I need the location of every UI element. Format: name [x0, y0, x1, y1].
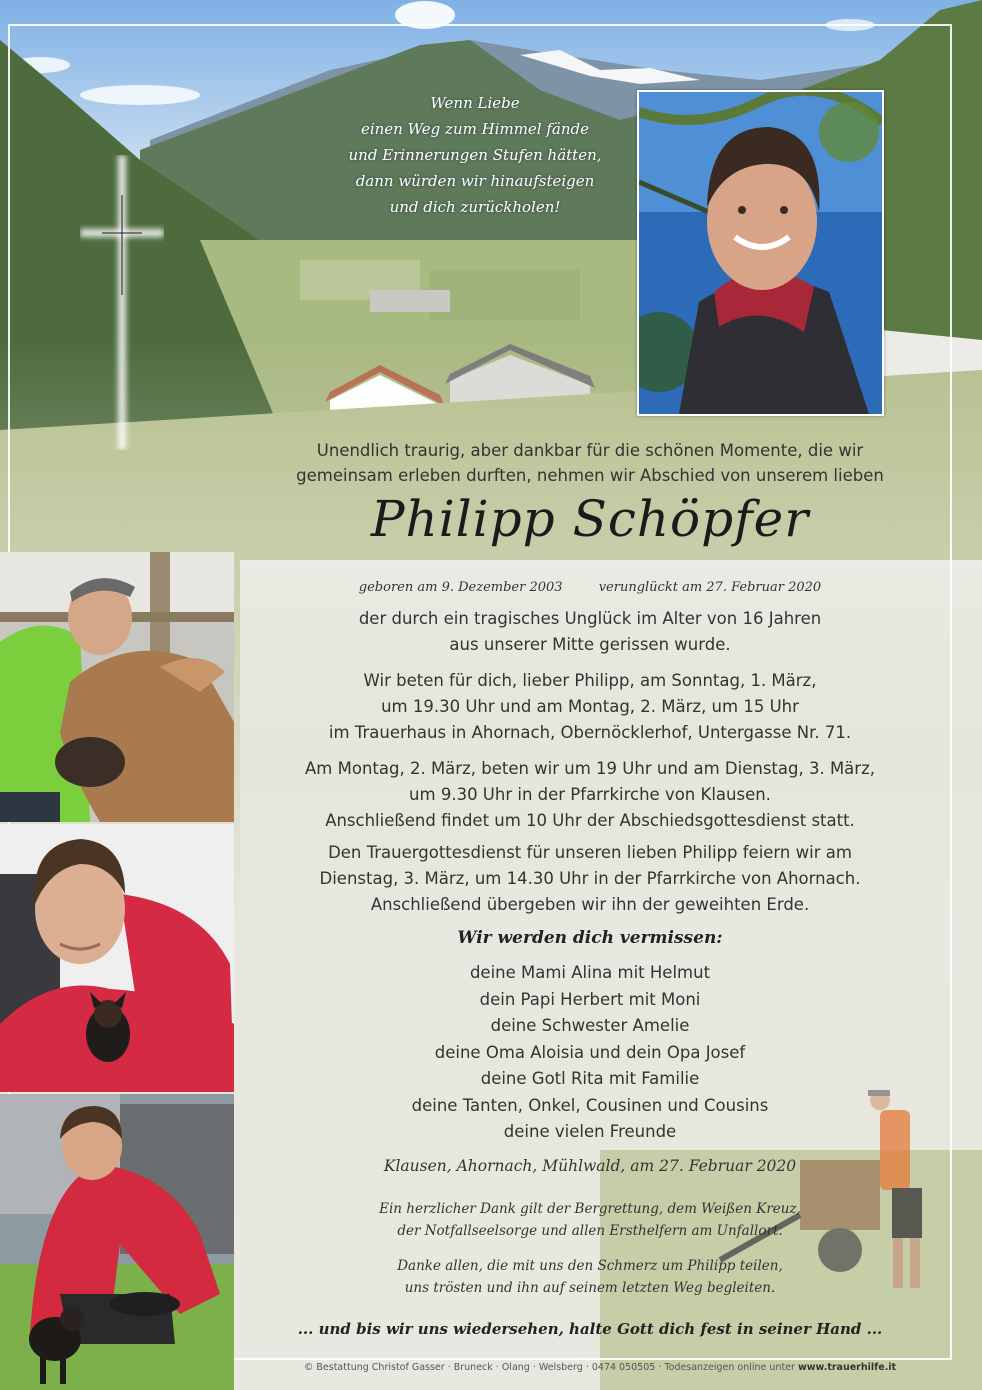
intro-text	[240, 438, 940, 488]
footer-link[interactable]: www.trauerhilfe.it	[797, 1362, 897, 1373]
poem-line: einen Weg zum Himmel fände	[360, 120, 590, 138]
mourner-item: deine Gotl Rita mit Familie	[480, 1069, 700, 1088]
text-line: im Trauerhaus in Ahornach, Obernöcklerhof, Untergasse Nr. 71.	[328, 723, 852, 742]
mourner-item: deine Oma Aloisia und dein Opa Josef	[434, 1042, 746, 1062]
death-date: verunglückt am 27. Februar 2020	[598, 580, 822, 595]
text-line: aus unserer Mitte gerissen wurde.	[449, 635, 731, 654]
prayer-announcement-2	[240, 756, 940, 834]
deceased-name: Philipp Schöpfer	[370, 490, 810, 548]
footer-text: © Bestattung Christof Gasser · Bruneck · Olang · Welsberg · 0474 050505 · Todesanzeigen online unter	[303, 1362, 795, 1373]
funeral-announcement	[240, 840, 940, 918]
portrait-photo	[637, 90, 884, 416]
text-line: Anschließend übergeben wir ihn der geweihten Erde.	[370, 895, 810, 914]
text-line: Wir beten für dich, lieber Philipp, am Sonntag, 1. März,	[363, 671, 817, 690]
text-line: um 19.30 Uhr und am Montag, 2. März, um 15 Uhr	[381, 697, 799, 716]
thanks-all	[240, 1255, 940, 1299]
intro-line: gemeinsam erleben durften, nehmen wir Abschied von unserem lieben	[296, 466, 884, 485]
poem	[340, 90, 610, 220]
footer-credit	[230, 1362, 970, 1373]
mourner-item: dein Papi Herbert mit Moni	[479, 989, 701, 1009]
closing-line: ... und bis wir uns wiedersehen, halte Gott dich fest in seiner Hand ...	[297, 1320, 883, 1338]
life-dates	[240, 580, 940, 595]
mourners-list	[240, 960, 940, 1146]
poem-line: dann würden wir hinaufsteigen	[355, 172, 595, 190]
text-line: Den Trauergottesdienst für unseren lieben Philipp feiern wir am	[328, 843, 852, 862]
photo-boy-with-dog	[0, 824, 234, 1092]
intro-line: Unendlich traurig, aber dankbar für die schönen Momente, die wir	[316, 441, 864, 460]
text-line: Am Montag, 2. März, beten wir um 19 Uhr und am Dienstag, 3. März,	[305, 759, 875, 778]
text-line: Dienstag, 3. März, um 14.30 Uhr in der Pfarrkirche von Ahornach.	[319, 869, 861, 888]
mourner-item: deine Schwester Amelie	[490, 1016, 690, 1035]
text-line: Anschließend findet um 10 Uhr der Abschiedsgottesdienst statt.	[325, 811, 855, 830]
birth-date: geboren am 9. Dezember 2003	[358, 580, 563, 595]
mourner-item: deine Mami Alina mit Helmut	[469, 963, 711, 982]
accident-text	[240, 606, 940, 658]
mourner-item: deine vielen Freunde	[503, 1122, 677, 1141]
poem-line: Wenn Liebe	[430, 94, 520, 112]
photo-boy-kneeling-with-dog	[0, 1094, 234, 1390]
text-line: der durch ein tragisches Unglück im Alter von 16 Jahren	[358, 609, 822, 628]
mourner-item: deine Tanten, Onkel, Cousinen und Cousins	[411, 1095, 769, 1115]
thanks-rescuers	[240, 1198, 940, 1242]
mourners-heading: Wir werden dich vermissen:	[457, 928, 723, 948]
poem-line: und dich zurückholen!	[389, 198, 561, 216]
poem-line: und Erinnerungen Stufen hätten,	[348, 146, 602, 164]
place-and-date: Klausen, Ahornach, Mühlwald, am 27. Februar 2020	[383, 1157, 797, 1175]
prayer-announcement-1	[240, 668, 940, 746]
text-line: Ein herzlicher Dank gilt der Bergrettung, dem Weißen Kreuz,	[379, 1201, 801, 1217]
photo-boy-with-cow	[0, 552, 234, 822]
text-line: um 9.30 Uhr in der Pfarrkirche von Klausen.	[409, 785, 771, 804]
text-line: der Notfallseelsorge und allen Ersthelfern am Unfallort.	[397, 1223, 783, 1239]
text-line: Danke allen, die mit uns den Schmerz um Philipp teilen,	[397, 1258, 783, 1274]
text-line: uns trösten und ihn auf seinem letzten Weg begleiten.	[404, 1280, 776, 1296]
cross-icon	[80, 155, 164, 450]
